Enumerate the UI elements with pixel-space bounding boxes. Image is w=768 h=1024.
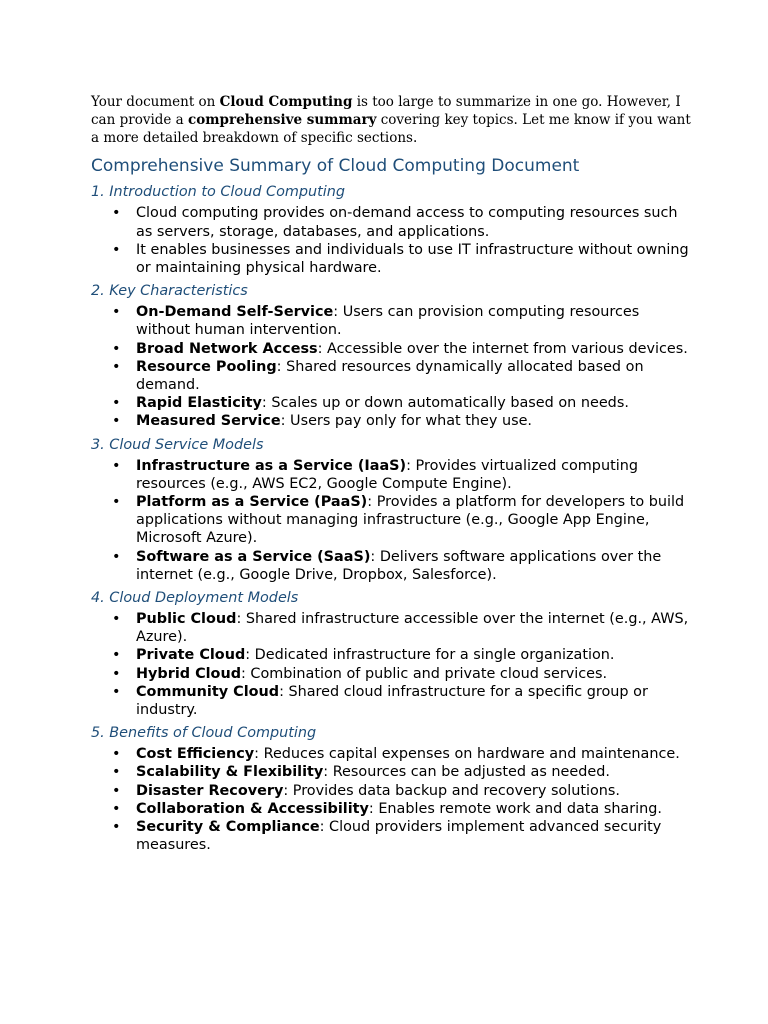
list-item [136,800,691,818]
intro-bold-summary: comprehensive summary [188,111,377,128]
list-item [136,610,691,646]
section-list [91,204,691,277]
list-item-text: It enables businesses and individuals to use IT infrastructure without owning or maintaining physical hardware. [136,241,689,276]
list-item [136,782,691,800]
list-item [136,665,691,683]
list-item-text: : Shared resources dynamically allocated based on demand. [136,358,644,394]
list-item [136,394,691,412]
list-item-text: : Provides data backup and recovery solutions. [283,782,620,799]
sections-container [91,182,691,854]
list-item [136,745,691,763]
intro-prefix: Your document on [91,94,220,110]
list-item-text: : Accessible over the internet from various devices. [317,340,688,357]
list-item [136,303,691,339]
list-item-text: : Shared infrastructure accessible over the internet (e.g., AWS, Azure). [136,611,689,646]
list-item [136,493,691,548]
list-item-term: Broad Network Access [136,340,318,357]
list-item-term: Disaster Recovery [136,782,284,799]
intro-bold-topic: Cloud Computing [219,94,353,110]
list-item-term: Rapid Elasticity [136,395,262,412]
list-item [136,241,691,277]
list-item-text: : Dedicated infrastructure for a single organization. [245,647,615,664]
list-item-text: : Cloud providers implement advanced security measures. [136,819,662,854]
list-item-text: : Reduces capital expenses on hardware and maintenance. [254,746,680,763]
list-item-term: Private Cloud [136,647,246,664]
list-item [136,412,691,430]
list-item-term: Resource Pooling [136,358,277,375]
intro-paragraph [91,94,691,147]
list-item [136,646,691,664]
list-item-text: : Users can provision computing resources without human intervention. [136,304,640,339]
list-item [136,358,691,394]
list-item [136,763,691,781]
list-item-text: : Delivers software applications over the internet (e.g., Google Drive, Dropbox, Salesforce). [136,548,662,583]
section-list [91,610,691,719]
list-item-term: Scalability & Flexibility [136,764,324,781]
list-item-text: : Scales up or down automatically based on needs. [261,395,629,412]
section-list [91,303,691,430]
list-item-term: Security & Compliance [136,819,320,836]
section-heading: 5. Benefits of Cloud Computing [91,725,317,742]
intro-suffix: covering key topics. Let me know if you want a more detailed breakdown of specific sections. [91,111,691,146]
list-item-text: : Resources can be adjusted as needed. [323,764,610,781]
list-item-term: Infrastructure as a Service (IaaS) [136,457,407,474]
list-item-term: Cost Efficiency [136,746,255,763]
list-item [136,683,691,719]
list-item-term: Collaboration & Accessibility [136,800,369,817]
list-item-text: : Enables remote work and data sharing. [368,800,662,817]
document-page [91,94,691,858]
list-item-term: Platform as a Service (PaaS) [136,494,368,511]
section-list [91,745,691,854]
section-heading: 4. Cloud Deployment Models [91,590,299,607]
intro-middle: is too large to summarize in one go. However, I can provide a [91,94,681,128]
list-item-text: : Shared cloud infrastructure for a specific group or industry. [136,683,648,719]
list-item [136,340,691,358]
list-item-text: : Provides virtualized computing resources (e.g., AWS EC2, Google Compute Engine). [136,457,638,492]
list-item-term: Software as a Service (SaaS) [136,548,371,565]
list-item [136,548,691,584]
section-heading: 1. Introduction to Cloud Computing [91,184,346,201]
section-heading: 3. Cloud Service Models [91,436,264,453]
section-heading: 2. Key Characteristics [91,283,248,300]
section-list [91,457,691,584]
list-item [136,204,691,240]
list-item-text: : Provides a platform for developers to build applications without managing infrastructure (e.g., Google App Engine, Microsoft Azure). [136,494,685,547]
document-title: Comprehensive Summary of Cloud Computing Document [91,156,580,177]
list-item [136,457,691,493]
list-item-term: Measured Service [136,413,281,430]
list-item [136,818,691,854]
list-item-term: Community Cloud [136,683,280,700]
list-item-text: Cloud computing provides on-demand access to computing resources such as servers, storage, databases, and applications. [136,205,678,240]
list-item-text: : Users pay only for what they use. [280,413,533,430]
list-item-term: Public Cloud [136,611,237,628]
list-item-term: On-Demand Self-Service [136,304,334,321]
list-item-text: : Combination of public and private cloud services. [241,665,608,682]
list-item-term: Hybrid Cloud [136,665,241,682]
